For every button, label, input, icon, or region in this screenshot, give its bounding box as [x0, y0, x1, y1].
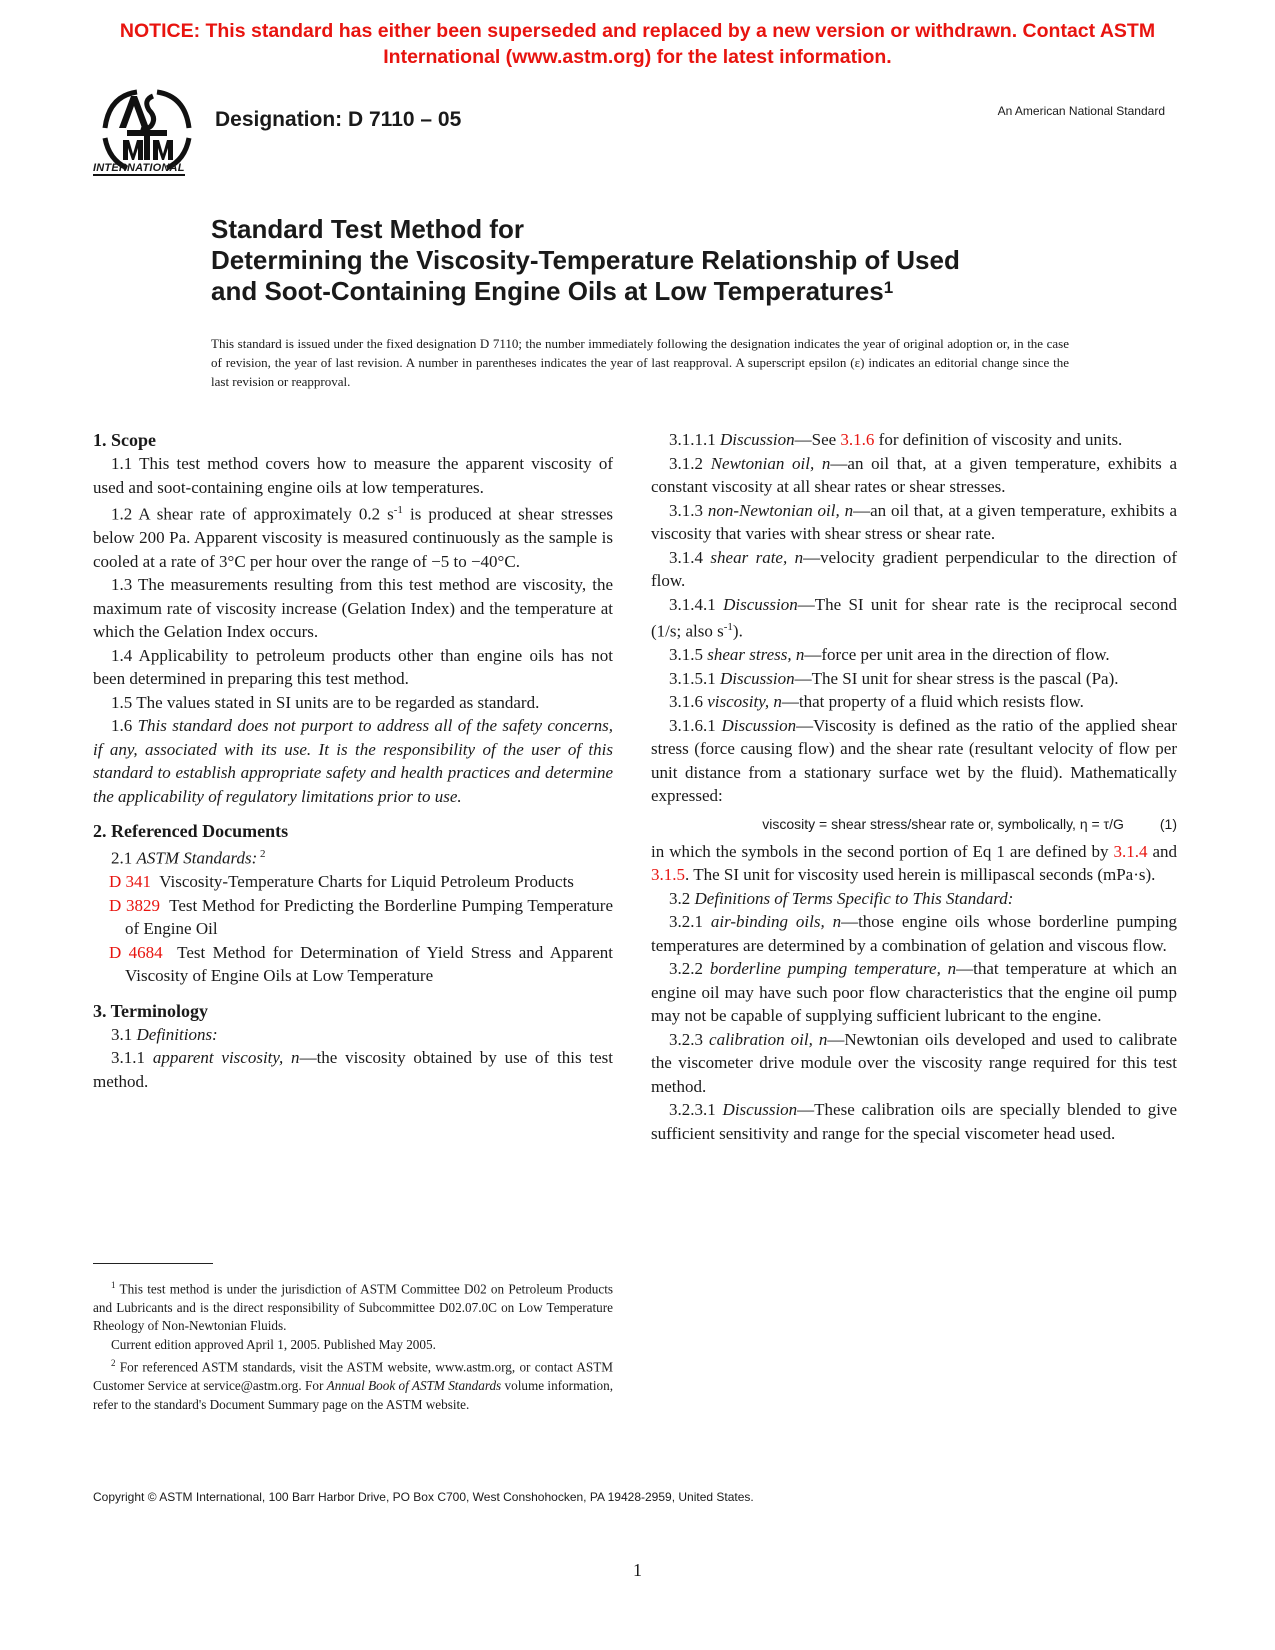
notice-line-1: NOTICE: This standard has either been superseded and replaced by a new version or withdrawn. Contact ASTM [119, 20, 1156, 42]
section-heading-scope: 1. Scope [93, 430, 156, 450]
footnote-1 [93, 1276, 613, 1336]
term-name: Discussion [722, 1100, 798, 1120]
section-heading-referenced-documents: 2. Referenced Documents [93, 821, 289, 842]
paragraph-2-1-title: ASTM Standards: [136, 848, 258, 868]
reference-text: Test Method for Predicting the Borderline Pumping Temperature of Engine Oil [125, 895, 613, 939]
paragraph-3-1-3 [651, 499, 1177, 546]
term-definition: —those engine oils whose borderline pumping temperatures are determined by a combination of gelation and viscous flow. [651, 912, 1177, 955]
copyright-line: Copyright © ASTM International, 100 Barr Harbor Drive, PO Box C700, West Conshohocken, PA 19428-2959, United States. [93, 1490, 754, 1504]
reference-item [93, 894, 613, 941]
paragraph-1-1: 1.1 This test method covers how to measure the apparent viscosity of used and soot-containing engine oils at low temperatures. [93, 454, 613, 497]
paragraph-3-1-5 [651, 643, 1177, 667]
term-definition: —Viscosity is defined as the ratio of the applied shear stress (force causing flow) and the shear rate (resultant velocity of flow per unit distance from a stationary surface wet by the fluid). Mathematically expressed: [651, 715, 1177, 806]
footnote-divider [93, 1263, 213, 1264]
explanation-text: in which the symbols in the second portion of Eq 1 are defined by [651, 841, 1114, 861]
paragraph-3-2-1 [651, 910, 1177, 957]
reference-item [93, 870, 613, 894]
footnote-2-text-cont: volume information, refer to the standard's Document Summary page on the ASTM website. [93, 1378, 613, 1412]
term-name: Discussion [721, 715, 797, 735]
title-line-3-text: and Soot-Containing Engine Oils at Low Temperatures [211, 276, 884, 306]
paragraph-3-2-2 [651, 957, 1177, 1028]
paragraph-1-6 [93, 714, 613, 808]
issuance-statement: This standard is issued under the fixed designation D 7110; the number immediately following the designation indicates the year of original adoption or, in the case of revision, the year of last revision. A number in parentheses indicates the year of last reapproval. A superscript epsilon (ε) indicates an editorial change since the last revision or reapproval. [211, 336, 1069, 389]
paragraph-equation-explanation [651, 840, 1177, 887]
term-sup: -1 [723, 621, 733, 633]
reference-text: Viscosity-Temperature Charts for Liquid Petroleum Products [159, 872, 574, 892]
footnote-1-edition: Current edition approved April 1, 2005. Published May 2005. [111, 1336, 436, 1352]
term-definition: —an oil that, at a given temperature, exhibits a constant viscosity at all shear rates or shear stresses. [651, 453, 1177, 496]
term-definition: —an oil that, at a given temperature, exhibits a viscosity that varies with shear stress or shear rate. [651, 500, 1178, 543]
term-definition: —that temperature at which an engine oil may have such poor flow characteristics that the engine oil pump may not be capable of supplying sufficient lubricant to the engine. [651, 959, 1177, 1026]
footnote-1-text: This test method is under the jurisdiction of ASTM Committee D02 on Petroleum Products and Lubricants and is the direct responsibility of Subcommittee D02.07.0C on Low Temperature Rheology of Non-Newtonian Fluids. [93, 1281, 613, 1334]
term-num: 3.1.5.1 [669, 668, 720, 688]
paragraph-3-1-2 [651, 452, 1177, 499]
term-definition: —The SI unit for shear stress is the pascal (Pa). [794, 668, 1119, 688]
term-num: 3.1.4 [669, 547, 711, 567]
american-national-standard-label: An American National Standard [997, 104, 1165, 118]
term-definition-cont: ). [732, 621, 743, 641]
term-definition: —that property of a fluid which resists flow. [781, 692, 1084, 712]
term-name: Newtonian oil, n [710, 453, 831, 473]
reference-item [93, 941, 613, 988]
paragraph-1-3: 1.3 The measurements resulting from this test method are viscosity, the maximum rate of viscosity increase (Gelation Index) and the temperature at which the Gelation Index occurs. [93, 575, 613, 642]
term-definition: —Newtonian oils developed and used to calibrate the viscometer drive module over the viscosity range required for this test method. [651, 1029, 1177, 1096]
paragraph-1-4: 1.4 Applicability to petroleum products other than engine oils has not been determined in preparing this test method. [93, 645, 613, 689]
paragraph-1-2 [93, 499, 613, 573]
term-num: 3.2 [669, 888, 695, 908]
term-name: shear stress, n [707, 645, 805, 665]
term-name: shear rate, n [710, 547, 804, 567]
section-heading-terminology: 3. Terminology [93, 1000, 209, 1021]
term-name: non-Newtonian oil, n [707, 500, 854, 520]
paragraph-3-1-1 [93, 1046, 613, 1093]
footnote-2-mark: 2 [111, 1358, 116, 1369]
explanation-and: and [1147, 841, 1178, 861]
title-line-1: Standard Test Method for [211, 214, 524, 244]
paragraph-3-1-title: Definitions: [136, 1024, 218, 1044]
term-name: air-binding oils, n [710, 912, 842, 932]
term-definition: —The SI unit for shear rate is the reciprocal second (1/s; also s [651, 594, 1178, 641]
subsection-title: Definitions of Terms Specific to This Standard: [694, 888, 1014, 908]
paragraph-3-2 [651, 887, 1177, 911]
paragraph-3-1-4-1 [651, 593, 1177, 644]
paragraph-1-2-a: 1.2 A shear rate of approximately 0.2 s [111, 504, 394, 524]
term-definition: —the viscosity obtained by use of this test method. [93, 1048, 614, 1091]
reference-link-d3829[interactable]: D 3829 [109, 895, 160, 915]
reference-text: Test Method for Determination of Yield Stress and Apparent Viscosity of Engine Oils at Low Temperature [125, 942, 614, 986]
term-name: borderline pumping temperature, n [709, 959, 957, 979]
term-num: 3.1.5 [669, 645, 708, 665]
explanation-text-cont: . The SI unit for viscosity used herein is millipascal seconds (mPa·s). [685, 865, 1156, 885]
paragraph-1-6-num: 1.6 [111, 716, 138, 736]
paragraph-1-5: 1.5 The values stated in SI units are to be regarded as standard. [111, 692, 540, 712]
footnote-2-text: For referenced ASTM standards, visit the ASTM website, www.astm.org, or contact ASTM Customer Service at service@astm.org. For [93, 1359, 613, 1394]
page-number: 1 [633, 1560, 642, 1580]
paragraph-3-1-6-1 [651, 714, 1177, 808]
title-line-3 [211, 276, 1111, 307]
term-name: viscosity, n [707, 692, 782, 712]
paragraph-3-1 [93, 1023, 613, 1047]
term-definition: —These calibration oils are specially blended to give sufficient sensitivity and range for the special viscometer head used. [651, 1100, 1178, 1143]
reference-link-d341[interactable]: D 341 [109, 872, 152, 892]
term-num: 3.2.3 [669, 1029, 710, 1049]
term-num: 3.1.6 [669, 692, 708, 712]
withdrawal-notice [60, 18, 1215, 70]
paragraph-3-2-3 [651, 1028, 1177, 1099]
title-footnote-mark: 1 [883, 278, 894, 297]
document-title [211, 214, 1111, 307]
term-num: 3.1.1.1 [669, 430, 720, 449]
term-num: 3.1.4.1 [669, 594, 724, 614]
paragraph-1-6-text: This standard does not purport to address all of the safety concerns, if any, associated with its use. It is the responsibility of the user of this standard to establish appropriate safety and health practices and determine the applicability of regulatory limitations prior to use. [93, 716, 613, 806]
paragraph-1-2-sup: -1 [393, 504, 403, 516]
equation-number: (1) [1159, 815, 1177, 832]
paragraph-2-1-num: 2.1 [111, 848, 137, 868]
footnote-2 [93, 1354, 613, 1414]
term-num: 3.1.1 [111, 1048, 153, 1068]
designation: Designation: D 7110 – 05 [215, 108, 462, 131]
paragraph-3-1-5-1 [651, 667, 1177, 691]
paragraph-3-1-4 [651, 546, 1177, 593]
paragraph-2-1 [93, 843, 613, 870]
link-3-1-6[interactable]: 3.1.6 [840, 430, 875, 449]
term-name: Discussion [723, 594, 798, 614]
term-num: 3.1.2 [669, 453, 711, 473]
term-num: 3.2.1 [669, 912, 711, 932]
term-definition: —velocity gradient perpendicular to the direction of flow. [651, 547, 1178, 590]
link-3-1-5[interactable]: 3.1.5 [651, 865, 685, 885]
left-column [93, 428, 613, 1093]
notice-line-2: International (www.astm.org) for the latest information. [383, 46, 892, 68]
paragraph-1-2-b: is produced at shear stresses below 200 Pa. Apparent viscosity is measured continuously as the sample is cooled at a rate of 3°C per hour over the range of −5 to −40°C. [93, 504, 613, 571]
footnote-1-mark: 1 [111, 1280, 116, 1290]
footnotes [93, 1276, 613, 1414]
paragraph-3-1-6 [651, 690, 1177, 714]
title-line-2: Determining the Viscosity-Temperature Relationship of Used [211, 245, 960, 275]
equation-text: viscosity = shear stress/shear rate or, symbolically, η = τ/G [762, 815, 1124, 832]
paragraph-3-2-3-1 [651, 1098, 1177, 1145]
term-num: 3.2.2 [669, 959, 710, 979]
term-name: Discussion [720, 430, 795, 449]
equation-1 [651, 808, 1177, 840]
term-num: 3.1.6.1 [669, 715, 722, 735]
paragraph-3-1-num: 3.1 [111, 1024, 137, 1044]
term-name: Discussion [720, 668, 795, 688]
paragraph-2-1-sup: 2 [257, 848, 266, 861]
astm-logo [93, 88, 197, 183]
logo-international-text: INTERNATIONAL [93, 162, 185, 174]
term-definition: —force per unit area in the direction of flow. [804, 645, 1110, 665]
term-definition: —See [794, 430, 841, 449]
term-num: 3.2.3.1 [669, 1100, 723, 1120]
paragraph-3-1-1-1 [651, 428, 1177, 452]
right-column [651, 428, 1177, 1145]
footnote-2-italic: Annual Book of ASTM Standards [326, 1378, 502, 1394]
reference-link-d4684[interactable]: D 4684 [109, 942, 163, 962]
term-definition-cont: for definition of viscosity and units. [874, 430, 1123, 449]
link-3-1-4[interactable]: 3.1.4 [1113, 841, 1148, 861]
term-name: apparent viscosity, n [152, 1048, 300, 1068]
term-name: calibration oil, n [709, 1029, 828, 1049]
term-num: 3.1.3 [669, 500, 708, 520]
